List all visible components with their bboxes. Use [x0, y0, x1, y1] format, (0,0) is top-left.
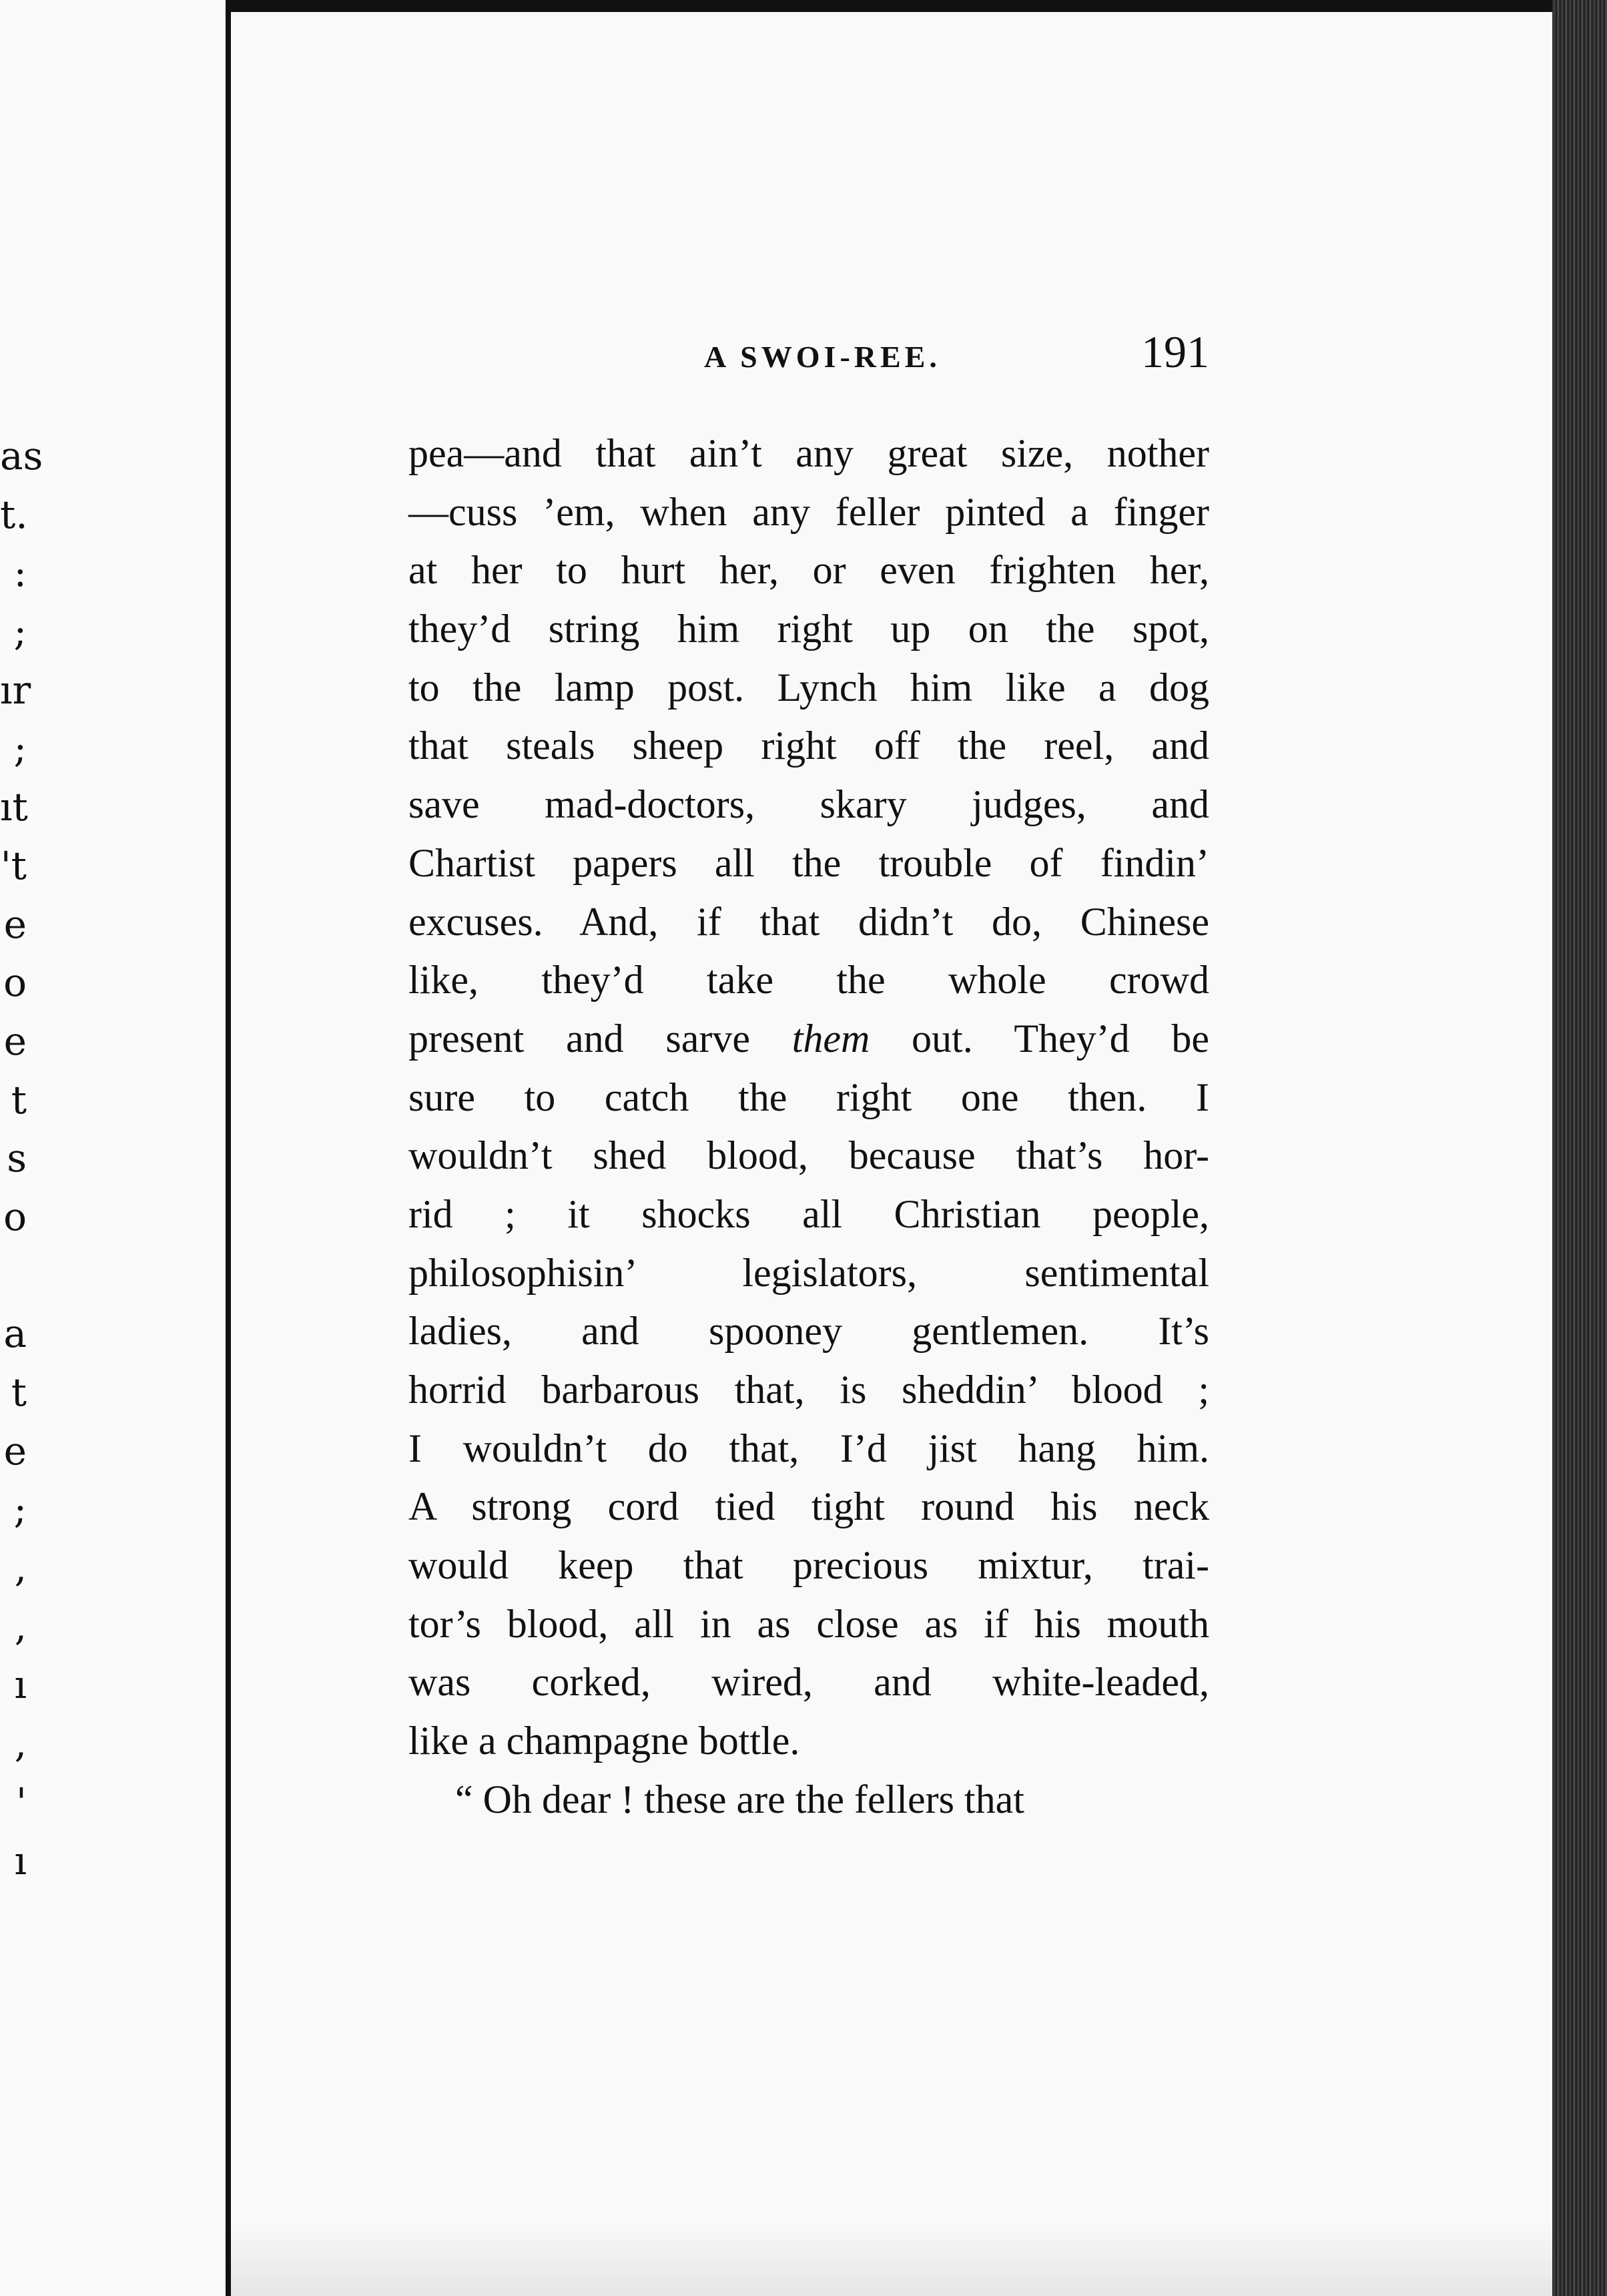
text-line: they’d string him right up on the spot, — [408, 607, 1209, 651]
text-line: —cuss ’em, when any feller pinted a finger — [408, 489, 1209, 534]
text-line: tor’s blood, all in as close as if his mouth — [408, 1601, 1209, 1646]
text-line: horrid barbarous that, is sheddin’ blood ; — [408, 1368, 1209, 1412]
text-line: pea—and that ain’t any great size, nother — [408, 431, 1209, 475]
body-text — [408, 424, 1209, 1829]
left-page-fragment: ıt — [0, 784, 28, 830]
text-line: philosophisin’ legislators, sentimental — [408, 1250, 1209, 1295]
text-line: would keep that precious mixtur, trai- — [408, 1543, 1209, 1588]
text-line: that steals sheep right off the reel, and — [408, 724, 1209, 768]
text-line: save mad-doctors, skary judges, and — [408, 782, 1209, 827]
page-number: 191 — [1141, 326, 1209, 377]
left-page-text-fragments — [0, 427, 43, 1890]
text-line: wouldn’t shed blood, because that’s hor- — [408, 1133, 1209, 1178]
left-page-fragment: e — [3, 1018, 27, 1064]
text-line: rid ; it shocks all Christian people, — [408, 1191, 1209, 1236]
left-page-fragment: , — [14, 1545, 27, 1591]
book-edge — [1552, 0, 1607, 2296]
text-line: present and sarve them out. They’d be — [408, 1016, 1210, 1061]
left-page-fragment: ı — [14, 1837, 27, 1884]
left-page-fragment: : — [13, 550, 27, 596]
left-page-fragment: ; — [13, 1486, 27, 1532]
left-page-fragment: o — [3, 1193, 27, 1239]
text-line: was corked, wired, and white-leaded, — [408, 1660, 1209, 1705]
text-line: Chartist papers all the trouble of findin’ — [408, 840, 1209, 885]
left-page-fragment: 't — [0, 842, 27, 888]
text-line: like, they’d take the whole crowd — [408, 958, 1209, 1002]
left-page-fragment: ' — [16, 1779, 27, 1825]
text-line: at her to hurt her, or even frighten her, — [408, 548, 1209, 593]
top-edge — [0, 0, 1607, 12]
left-page-fragment: e — [3, 901, 27, 947]
left-page-fragment: ı — [14, 1662, 27, 1708]
text-line: sure to catch the right one then. I — [408, 1075, 1209, 1119]
left-page-fragment: ; — [13, 609, 27, 655]
left-page-fragment: as — [0, 433, 43, 479]
bottom-shadow — [226, 2223, 1554, 2296]
text-line: excuses. And, if that didn’t do, Chinese — [408, 899, 1209, 944]
left-page-fragment: o — [3, 960, 27, 1006]
left-page-fragment: , — [14, 1721, 27, 1767]
left-page-fragment: ır — [0, 667, 31, 713]
text-line: like a champagne bottle. — [408, 1719, 800, 1763]
running-title: A SWOI-REE. — [704, 340, 941, 374]
left-page-fragment: t. — [0, 491, 28, 537]
left-page-fragment: t — [11, 1077, 27, 1123]
text-line: ladies, and spooney gentlemen. It’s — [408, 1309, 1209, 1354]
text-line: I wouldn’t do that, I’d jist hang him. — [408, 1426, 1209, 1470]
text-line: to the lamp post. Lynch him like a dog — [408, 665, 1209, 709]
emphasis: them — [791, 1016, 870, 1061]
left-page-fragment: a — [3, 1311, 27, 1357]
left-page-fragment: e — [3, 1428, 27, 1474]
left-page-fragment — [0, 1247, 27, 1306]
left-page-fragment: s — [7, 1135, 27, 1181]
left-page — [0, 0, 226, 2296]
gutter-line — [226, 0, 231, 2296]
left-page-fragment: , — [14, 1603, 27, 1649]
left-page-fragment: t — [11, 1370, 27, 1415]
text-line: “ Oh dear ! these are the fellers that — [455, 1777, 1024, 1821]
text-line: A strong cord tied tight round his neck — [408, 1484, 1209, 1529]
left-page-fragment: ; — [13, 726, 27, 772]
